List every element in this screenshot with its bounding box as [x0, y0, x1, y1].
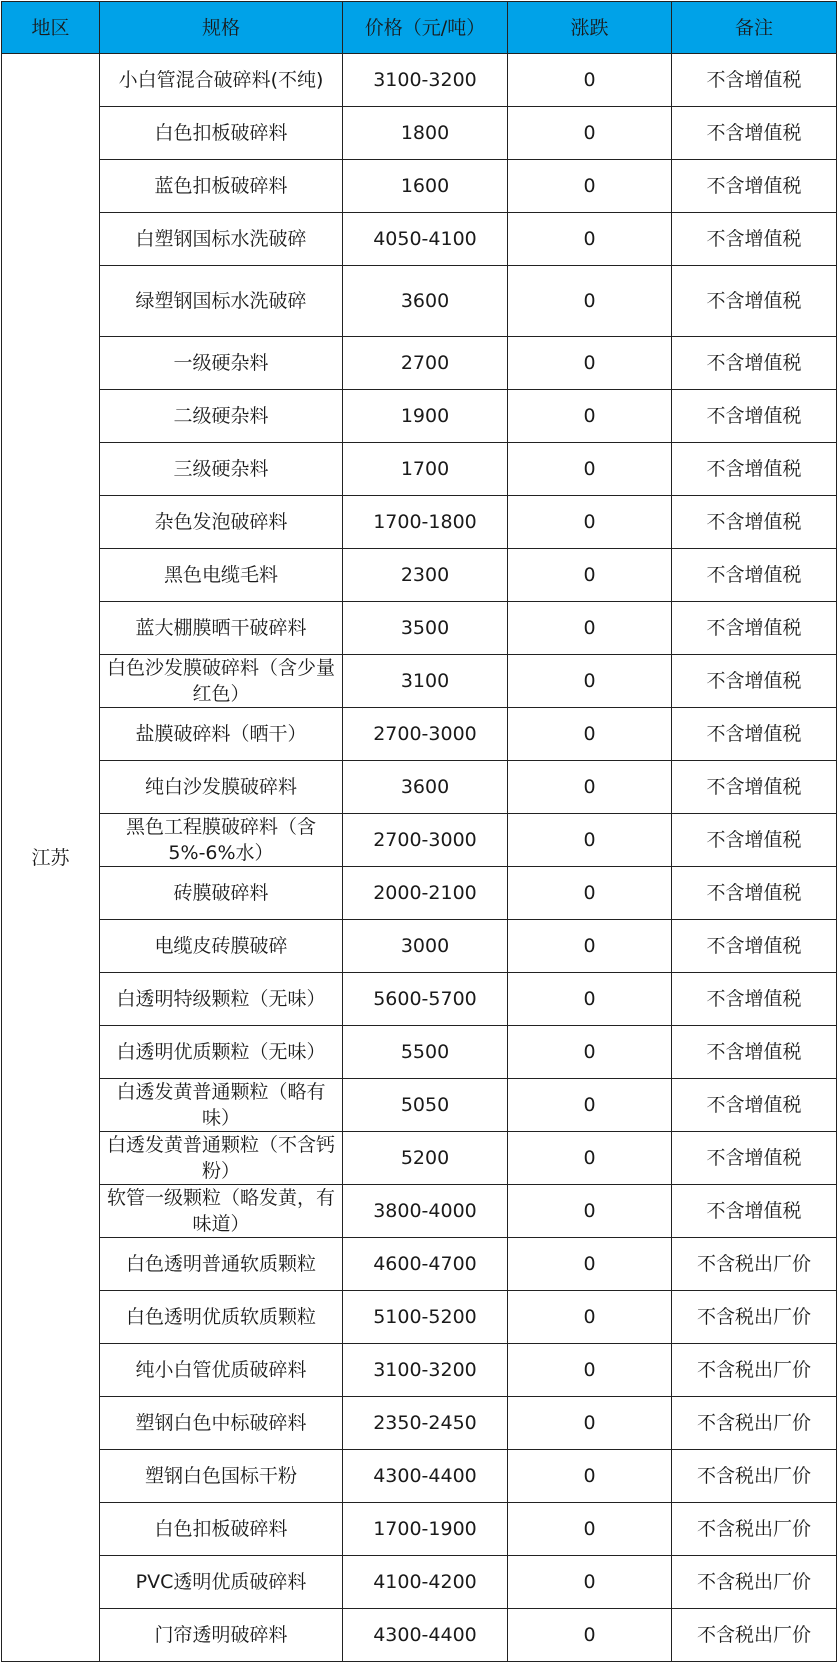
table-row [2, 1026, 837, 1079]
change-cell: 0 [508, 920, 672, 973]
table-row [2, 1185, 837, 1238]
spec-cell: 小白管混合破碎料(不纯) [100, 54, 343, 107]
table-row [2, 602, 837, 655]
change-cell: 0 [508, 814, 672, 867]
price-cell: 2000-2100 [343, 867, 508, 920]
header-spec: 规格 [100, 2, 343, 54]
spec-cell: 白透明特级颗粒（无味） [100, 973, 343, 1026]
price-cell: 4100-4200 [343, 1556, 508, 1609]
note-cell: 不含税出厂价 [672, 1238, 837, 1291]
note-cell: 不含增值税 [672, 54, 837, 107]
change-cell: 0 [508, 1238, 672, 1291]
price-cell: 3000 [343, 920, 508, 973]
table-row [2, 337, 837, 390]
change-cell: 0 [508, 107, 672, 160]
table-row [2, 1344, 837, 1397]
note-cell: 不含增值税 [672, 496, 837, 549]
spec-cell: 白色沙发膜破碎料（含少量红色） [100, 655, 343, 708]
change-cell: 0 [508, 1291, 672, 1344]
table-row [2, 443, 837, 496]
price-cell: 3100-3200 [343, 54, 508, 107]
change-cell: 0 [508, 1503, 672, 1556]
header-row [2, 2, 837, 54]
note-cell: 不含增值税 [672, 443, 837, 496]
change-cell: 0 [508, 496, 672, 549]
table-row [2, 107, 837, 160]
spec-cell: 蓝大棚膜晒干破碎料 [100, 602, 343, 655]
note-cell: 不含税出厂价 [672, 1450, 837, 1503]
change-cell: 0 [508, 1450, 672, 1503]
spec-cell: 白色扣板破碎料 [100, 107, 343, 160]
note-cell: 不含增值税 [672, 266, 837, 337]
note-cell: 不含增值税 [672, 655, 837, 708]
table-body [2, 54, 837, 1662]
price-cell: 4600-4700 [343, 1238, 508, 1291]
change-cell: 0 [508, 1397, 672, 1450]
table-row [2, 1556, 837, 1609]
spec-cell: 纯小白管优质破碎料 [100, 1344, 343, 1397]
note-cell: 不含增值税 [672, 1079, 837, 1132]
price-cell: 2700 [343, 337, 508, 390]
note-cell: 不含增值税 [672, 867, 837, 920]
spec-cell: 黑色工程膜破碎料（含5%-6%水） [100, 814, 343, 867]
table-row [2, 1079, 837, 1132]
note-cell: 不含增值税 [672, 920, 837, 973]
spec-cell: 白塑钢国标水洗破碎 [100, 213, 343, 266]
spec-cell: 白透发黄普通颗粒（略有味） [100, 1079, 343, 1132]
price-cell: 2700-3000 [343, 814, 508, 867]
change-cell: 0 [508, 390, 672, 443]
spec-cell: 二级硬杂料 [100, 390, 343, 443]
price-cell: 4300-4400 [343, 1609, 508, 1662]
note-cell: 不含增值税 [672, 213, 837, 266]
spec-cell: 黑色电缆毛料 [100, 549, 343, 602]
table-row [2, 160, 837, 213]
table-row [2, 1132, 837, 1185]
note-cell: 不含税出厂价 [672, 1397, 837, 1450]
price-cell: 3100 [343, 655, 508, 708]
change-cell: 0 [508, 443, 672, 496]
note-cell: 不含税出厂价 [672, 1344, 837, 1397]
note-cell: 不含增值税 [672, 602, 837, 655]
change-cell: 0 [508, 1185, 672, 1238]
spec-cell: 一级硬杂料 [100, 337, 343, 390]
change-cell: 0 [508, 213, 672, 266]
spec-cell: 砖膜破碎料 [100, 867, 343, 920]
note-cell: 不含增值税 [672, 390, 837, 443]
note-cell: 不含增值税 [672, 973, 837, 1026]
price-cell: 2700-3000 [343, 708, 508, 761]
price-cell: 5600-5700 [343, 973, 508, 1026]
table-row [2, 655, 837, 708]
price-cell: 1700-1800 [343, 496, 508, 549]
change-cell: 0 [508, 973, 672, 1026]
change-cell: 0 [508, 602, 672, 655]
note-cell: 不含增值税 [672, 1132, 837, 1185]
spec-cell: 杂色发泡破碎料 [100, 496, 343, 549]
note-cell: 不含税出厂价 [672, 1503, 837, 1556]
table-row [2, 1609, 837, 1662]
note-cell: 不含税出厂价 [672, 1556, 837, 1609]
table-row [2, 549, 837, 602]
table-row [2, 1397, 837, 1450]
region-cell: 江苏 [2, 54, 100, 1662]
table-row [2, 973, 837, 1026]
note-cell: 不含增值税 [672, 549, 837, 602]
price-cell: 1600 [343, 160, 508, 213]
table-row [2, 761, 837, 814]
price-cell: 3100-3200 [343, 1344, 508, 1397]
table-row [2, 266, 837, 337]
table-row [2, 496, 837, 549]
note-cell: 不含增值税 [672, 1026, 837, 1079]
spec-cell: 软管一级颗粒（略发黄，有味道） [100, 1185, 343, 1238]
header-price: 价格（元/吨） [343, 2, 508, 54]
note-cell: 不含增值税 [672, 1185, 837, 1238]
spec-cell: 纯白沙发膜破碎料 [100, 761, 343, 814]
note-cell: 不含增值税 [672, 708, 837, 761]
note-cell: 不含增值税 [672, 107, 837, 160]
table-row [2, 213, 837, 266]
header-region: 地区 [2, 2, 100, 54]
change-cell: 0 [508, 549, 672, 602]
price-cell: 5200 [343, 1132, 508, 1185]
price-cell: 3800-4000 [343, 1185, 508, 1238]
spec-cell: 绿塑钢国标水洗破碎 [100, 266, 343, 337]
spec-cell: PVC透明优质破碎料 [100, 1556, 343, 1609]
spec-cell: 塑钢白色中标破碎料 [100, 1397, 343, 1450]
note-cell: 不含增值税 [672, 761, 837, 814]
spec-cell: 白色透明普通软质颗粒 [100, 1238, 343, 1291]
header-note: 备注 [672, 2, 837, 54]
table-row [2, 1450, 837, 1503]
change-cell: 0 [508, 54, 672, 107]
table-row [2, 814, 837, 867]
table-row [2, 1291, 837, 1344]
change-cell: 0 [508, 266, 672, 337]
spec-cell: 白色扣板破碎料 [100, 1503, 343, 1556]
spec-cell: 盐膜破碎料（晒干） [100, 708, 343, 761]
table-row [2, 1238, 837, 1291]
change-cell: 0 [508, 1344, 672, 1397]
spec-cell: 白色透明优质软质颗粒 [100, 1291, 343, 1344]
note-cell: 不含税出厂价 [672, 1609, 837, 1662]
change-cell: 0 [508, 1026, 672, 1079]
price-table [1, 1, 837, 1662]
spec-cell: 电缆皮砖膜破碎 [100, 920, 343, 973]
spec-cell: 蓝色扣板破碎料 [100, 160, 343, 213]
table-row [2, 390, 837, 443]
price-cell: 5500 [343, 1026, 508, 1079]
table-header [2, 2, 837, 54]
change-cell: 0 [508, 761, 672, 814]
spec-cell: 白透明优质颗粒（无味） [100, 1026, 343, 1079]
note-cell: 不含增值税 [672, 814, 837, 867]
note-cell: 不含增值税 [672, 160, 837, 213]
note-cell: 不含税出厂价 [672, 1291, 837, 1344]
note-cell: 不含增值税 [672, 337, 837, 390]
table-row [2, 708, 837, 761]
price-cell: 2350-2450 [343, 1397, 508, 1450]
table-row [2, 54, 837, 107]
change-cell: 0 [508, 867, 672, 920]
table-row [2, 1503, 837, 1556]
header-change: 涨跌 [508, 2, 672, 54]
change-cell: 0 [508, 1609, 672, 1662]
change-cell: 0 [508, 337, 672, 390]
change-cell: 0 [508, 1556, 672, 1609]
price-cell: 5050 [343, 1079, 508, 1132]
change-cell: 0 [508, 1079, 672, 1132]
spec-cell: 白透发黄普通颗粒（不含钙粉） [100, 1132, 343, 1185]
table-row [2, 920, 837, 973]
price-cell: 1900 [343, 390, 508, 443]
spec-cell: 三级硬杂料 [100, 443, 343, 496]
price-cell: 1800 [343, 107, 508, 160]
spec-cell: 塑钢白色国标干粉 [100, 1450, 343, 1503]
price-cell: 2300 [343, 549, 508, 602]
change-cell: 0 [508, 160, 672, 213]
price-cell: 3600 [343, 266, 508, 337]
spec-cell: 门帘透明破碎料 [100, 1609, 343, 1662]
table-row [2, 867, 837, 920]
price-cell: 1700 [343, 443, 508, 496]
price-cell: 1700-1900 [343, 1503, 508, 1556]
price-cell: 5100-5200 [343, 1291, 508, 1344]
change-cell: 0 [508, 655, 672, 708]
change-cell: 0 [508, 708, 672, 761]
change-cell: 0 [508, 1132, 672, 1185]
price-cell: 4300-4400 [343, 1450, 508, 1503]
price-cell: 4050-4100 [343, 213, 508, 266]
price-cell: 3500 [343, 602, 508, 655]
price-cell: 3600 [343, 761, 508, 814]
